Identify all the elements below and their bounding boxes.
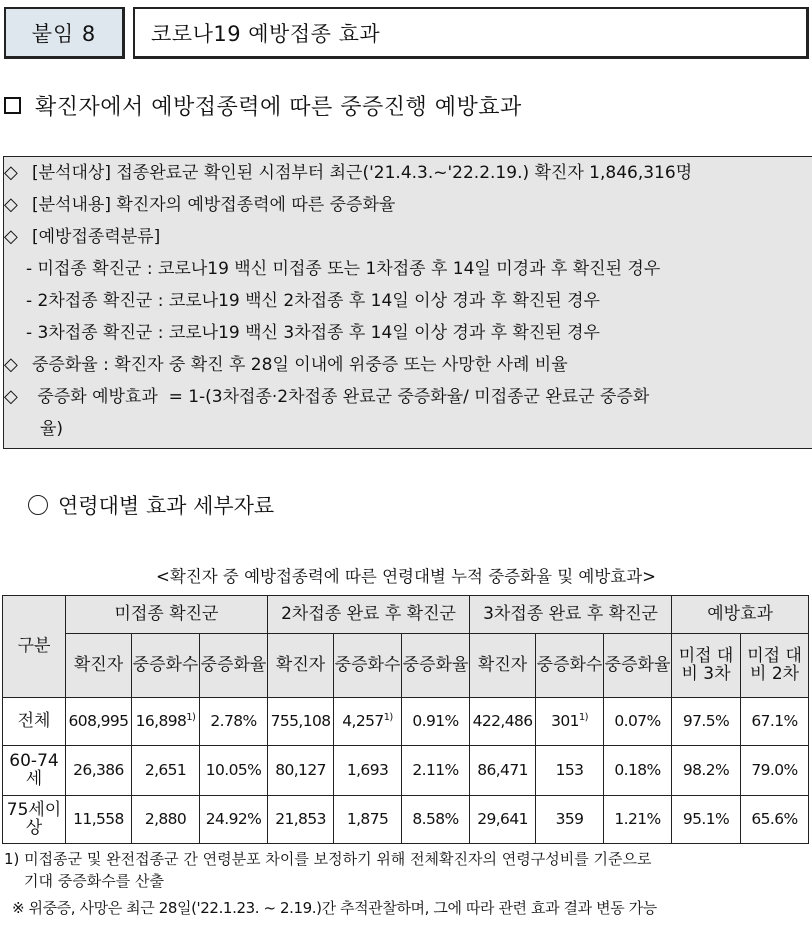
section-title [4, 90, 522, 121]
cell-eff3: 97.5% [672, 698, 741, 746]
diamond-bullet-icon: ◇ [4, 162, 18, 183]
class-item: - 미접종 확진군 : 코로나19 백신 미접종 또는 1차접종 후 14일 미경과 후 확진된 경우 [26, 259, 661, 279]
class-item: - 3차접종 확진군 : 코로나19 백신 3차접종 후 14일 이상 경과 후 확진된 경우 [26, 323, 600, 343]
header-effect: 예방효과 [672, 596, 809, 634]
cell-u-cases: 608,995 [66, 698, 132, 746]
table-row [3, 746, 809, 796]
subheader-severe-rate: 중증화율 [402, 634, 470, 698]
footnote-marker: 1) [186, 712, 196, 724]
diamond-bullet-icon: ◇ [4, 194, 18, 215]
class-item: - 2차접종 확진군 : 코로나19 백신 2차접종 후 14일 이상 경과 후 확진된 경우 [26, 291, 600, 311]
info-target [4, 157, 812, 189]
info-target-label: [분석대상] [32, 163, 111, 183]
table-sub-header-row [3, 634, 809, 698]
cell-v2-rate: 0.91% [402, 698, 470, 746]
appendix-tag-label: 붙임 8 [31, 21, 97, 46]
header-dose3: 3차접종 완료 후 확진군 [470, 596, 672, 634]
cell-v3-rate: 1.21% [604, 796, 672, 844]
cell-eff2: 67.1% [741, 698, 809, 746]
table-caption: <확진자 중 예방접종력에 따른 연령대별 누적 중증화율 및 예방효과> [156, 567, 656, 586]
footnote-1-line-2: 기대 중증화수를 산출 [24, 872, 164, 890]
subheader-effect-2nd: 미접 대비 2차 [741, 634, 809, 698]
table-row [3, 796, 809, 844]
cell-eff2: 65.6% [741, 796, 809, 844]
cell-v2-severe: 1,875 [334, 796, 402, 844]
cell-u-cases: 11,558 [66, 796, 132, 844]
subheader-effect-3rd: 미접 대비 3차 [672, 634, 741, 698]
info-content-text: 확진자의 예방접종력에 따른 중증화율 [116, 195, 396, 215]
subheader-cases: 확진자 [470, 634, 536, 698]
subheader-severe-count: 중증화수 [334, 634, 402, 698]
row-label: 60-74세 [3, 746, 66, 796]
cell-v2-severe-value: 4,257 [342, 712, 384, 731]
info-prevention-effect [4, 381, 812, 413]
cell-u-rate: 10.05% [200, 746, 268, 796]
cell-v2-cases: 21,853 [268, 796, 334, 844]
cell-v2-severe: 1,693 [334, 746, 402, 796]
footnote-marker: 1) [383, 712, 393, 724]
subheader-severe-rate: 중증화율 [200, 634, 268, 698]
footnote-marker: 1) [578, 712, 588, 724]
info-classification-label: [예방접종력분류] [32, 227, 161, 247]
table-group-header-row [3, 596, 809, 634]
header-unvaccinated: 미접종 확진군 [66, 596, 268, 634]
cell-v3-rate: 0.18% [604, 746, 672, 796]
info-severity-rate [4, 349, 812, 381]
severity-table [2, 595, 809, 844]
document-title [133, 7, 809, 59]
cell-u-severe-value: 16,898 [135, 712, 187, 731]
section-title-text: 확진자에서 예방접종력에 따른 중증진행 예방효과 [35, 95, 522, 120]
info-prevention-effect-cont: 율) [40, 419, 64, 439]
info-content-label: [분석내용] [32, 195, 111, 215]
cell-v2-cases: 755,108 [268, 698, 334, 746]
subheader-severe-rate: 중증화율 [604, 634, 672, 698]
subheader-cases: 확진자 [66, 634, 132, 698]
cell-v3-cases: 86,471 [470, 746, 536, 796]
subsection-title-text: 연령대별 효과 세부자료 [58, 494, 275, 518]
appendix-tag [4, 7, 125, 59]
cell-u-rate: 24.92% [200, 796, 268, 844]
cell-v2-severe [334, 698, 402, 746]
info-prevention-effect-label: 중증화 예방효과 [37, 387, 158, 407]
analysis-info-box [3, 156, 812, 449]
diamond-bullet-icon: ◇ [4, 386, 18, 407]
cell-v3-severe: 359 [536, 796, 604, 844]
cell-u-severe [132, 698, 200, 746]
cell-v3-severe-value: 301 [551, 712, 579, 731]
cell-v3-cases: 29,641 [470, 796, 536, 844]
cell-u-severe: 2,880 [132, 796, 200, 844]
cell-v3-rate: 0.07% [604, 698, 672, 746]
cell-u-cases: 26,386 [66, 746, 132, 796]
cell-v3-severe: 153 [536, 746, 604, 796]
info-target-text: 접종완료군 확인된 시점부터 최근('21.4.3.~'22.2.19.) 확진자 1,846,316명 [116, 163, 693, 183]
circle-bullet-icon [28, 495, 48, 515]
footnote-1-line-1: 1) 미접종군 및 완전접종군 간 연령분포 차이를 보정하기 위해 전체확진자의 연령구성비를 기준으로 [4, 850, 652, 868]
table-row [3, 698, 809, 746]
cell-eff3: 98.2% [672, 746, 741, 796]
header-dose2: 2차접종 완료 후 확진군 [268, 596, 470, 634]
info-content [4, 189, 812, 221]
cell-v3-cases: 422,486 [470, 698, 536, 746]
document-title-text: 코로나19 예방접종 효과 [151, 21, 381, 46]
subheader-severe-count: 중증화수 [132, 634, 200, 698]
square-bullet-icon [4, 97, 21, 114]
header-division: 구분 [3, 596, 66, 698]
diamond-bullet-icon: ◇ [4, 226, 18, 247]
cell-eff2: 79.0% [741, 746, 809, 796]
row-label: 전체 [3, 698, 66, 746]
row-label: 75세이상 [3, 796, 66, 844]
cell-v2-cases: 80,127 [268, 746, 334, 796]
cell-u-rate: 2.78% [200, 698, 268, 746]
footnote-2: ※ 위중증, 사망은 최근 28일('22.1.23. ~ 2.19.)간 추적관찰하며, 그에 따라 관련 효과 결과 변동 가능 [12, 899, 657, 917]
cell-eff3: 95.1% [672, 796, 741, 844]
cell-v2-rate: 2.11% [402, 746, 470, 796]
subsection-title [28, 490, 274, 520]
footnote-1 [4, 848, 651, 892]
info-severity-rate-label: 중증화율 [32, 355, 98, 375]
cell-v2-rate: 8.58% [402, 796, 470, 844]
cell-u-severe: 2,651 [132, 746, 200, 796]
subheader-severe-count: 중증화수 [536, 634, 604, 698]
cell-v3-severe [536, 698, 604, 746]
info-severity-rate-text: : 확진자 중 확진 후 28일 이내에 위중증 또는 사망한 사례 비율 [103, 355, 568, 375]
info-prevention-effect-text: = 1-(3차접종·2차접종 완료군 중증화율/ 미접종군 완료군 중증화 [168, 387, 650, 407]
subheader-cases: 확진자 [268, 634, 334, 698]
diamond-bullet-icon: ◇ [4, 354, 18, 375]
info-classification [4, 221, 812, 253]
